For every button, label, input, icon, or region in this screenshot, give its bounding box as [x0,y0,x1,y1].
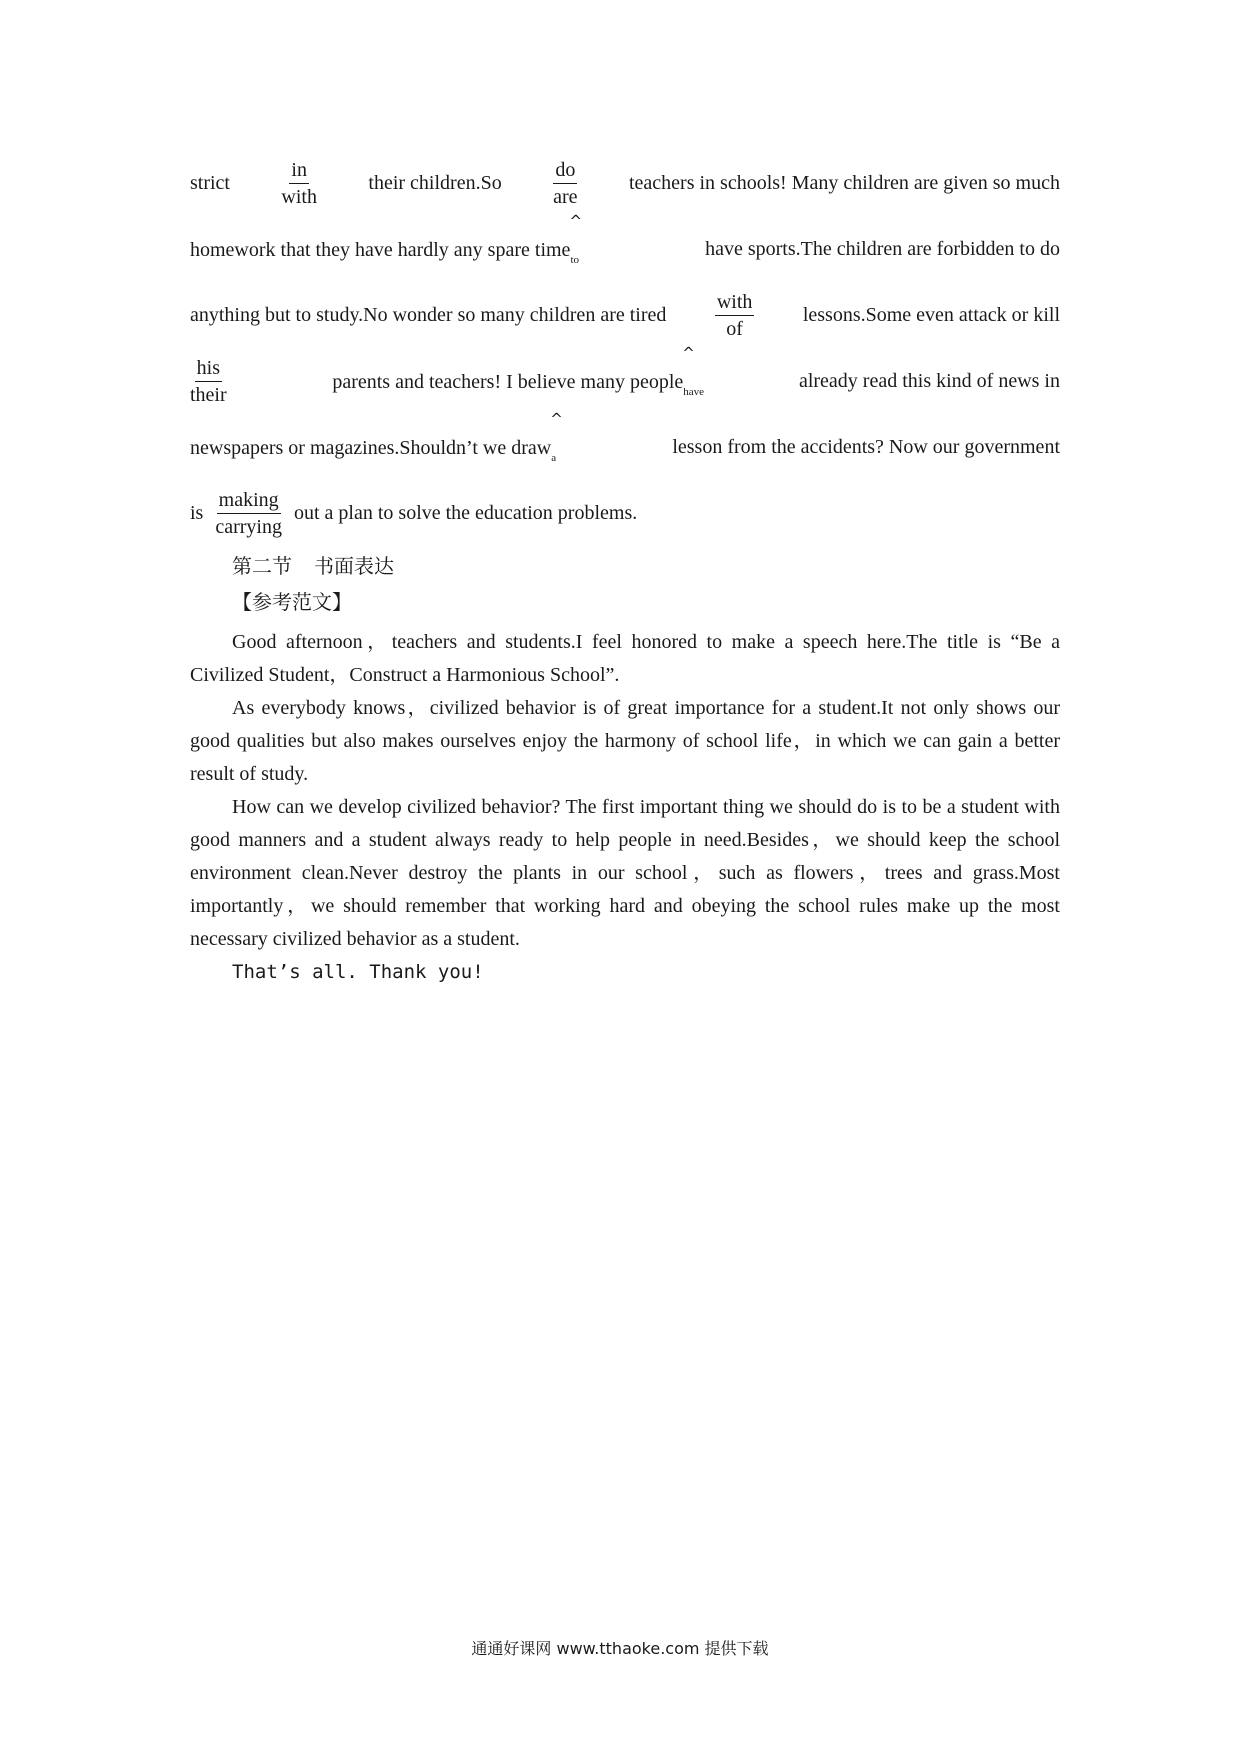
text: teachers in schools! Many children are given so much [628,171,1060,194]
text: lessons.Some even attack or kill [802,303,1060,326]
essay-paragraph-3: How can we develop civilized behavior? The first important thing we should do is to be a student with good manners and a student always ready to help people in need.Besides，we should keep the school environment clean.Never destroy the plants in our school，such as flowers，trees and grass.Most importantly，we should remember that working hard and obeying the school rules make up the most necessary civilized behavior as a student. [190,796,1060,950]
correct-word: making [217,490,281,514]
caret-icon: ^ [550,410,563,428]
reference-label: 【参考范文】 [232,590,352,614]
essay-closing: That’s all. Thank you! [232,961,484,983]
original-word: of [726,317,743,340]
text: is [190,501,204,524]
caret-icon: ^ [569,212,583,230]
correction-line-6 [190,480,1060,546]
correction-fraction [281,160,317,207]
text: lesson from the accidents? Now our government [672,435,1060,458]
caret-icon: ^ [682,344,695,362]
section-heading [232,550,1060,582]
correction-line-4 [190,344,1060,414]
text-part: newspapers or magazines.Shouldn’t we draw [190,437,552,459]
page-footer: 通通好课网 www.tthaoke.com 提供下载 [471,1639,769,1658]
text: already read this kind of news in [798,369,1060,392]
essay-paragraph-2: As everybody knows，civilized behavior is of great importance for a student.It not only shows our good qualities but also makes ourselves enjoy the harmony of school life，in which we can gain a better result of study. [190,697,1060,785]
original-word: with [281,185,317,208]
insertion-mark [550,410,563,464]
correction-fraction [715,292,755,339]
original-word: carrying [215,515,282,538]
text [332,344,705,398]
text: out a plan to solve the education problems. [293,501,638,524]
text: strict [190,171,230,194]
insertion-mark [682,344,705,398]
correction-line-5 [190,410,1060,480]
text: their children.So [368,171,502,194]
correct-word: do [553,160,577,184]
correction-fraction [190,358,227,405]
text-part: parents and teachers! I believe many people [332,371,684,393]
text: have sports.The children are forbidden to do [705,237,1060,260]
text-part: homework that they have hardly any spare time [190,239,571,261]
correction-fraction [553,160,577,207]
correction-line-3 [190,282,1060,348]
inserted-word: a [551,452,557,464]
original-word: are [553,185,578,208]
correction-fraction [215,490,282,537]
original-word: their [190,383,227,406]
section-number: 第二节 [232,554,292,578]
correct-word: with [715,292,755,316]
essay-paragraph-1: Good afternoon，teachers and students.I feel honored to make a speech here.The title is “Be a Civilized Student，Construct a Harmonious School”. [190,631,1060,686]
inserted-word: have [683,386,705,398]
page-content [190,150,1060,989]
correct-word: in [289,160,309,184]
text [190,410,563,464]
insertion-mark [569,212,583,266]
inserted-word: to [570,254,579,266]
correction-line-2 [190,212,1060,282]
section-title: 书面表达 [314,554,394,578]
correct-word: his [195,358,222,382]
text: anything but to study.No wonder so many children are tired [190,303,667,326]
text [190,212,583,266]
correction-line-1 [190,150,1060,216]
